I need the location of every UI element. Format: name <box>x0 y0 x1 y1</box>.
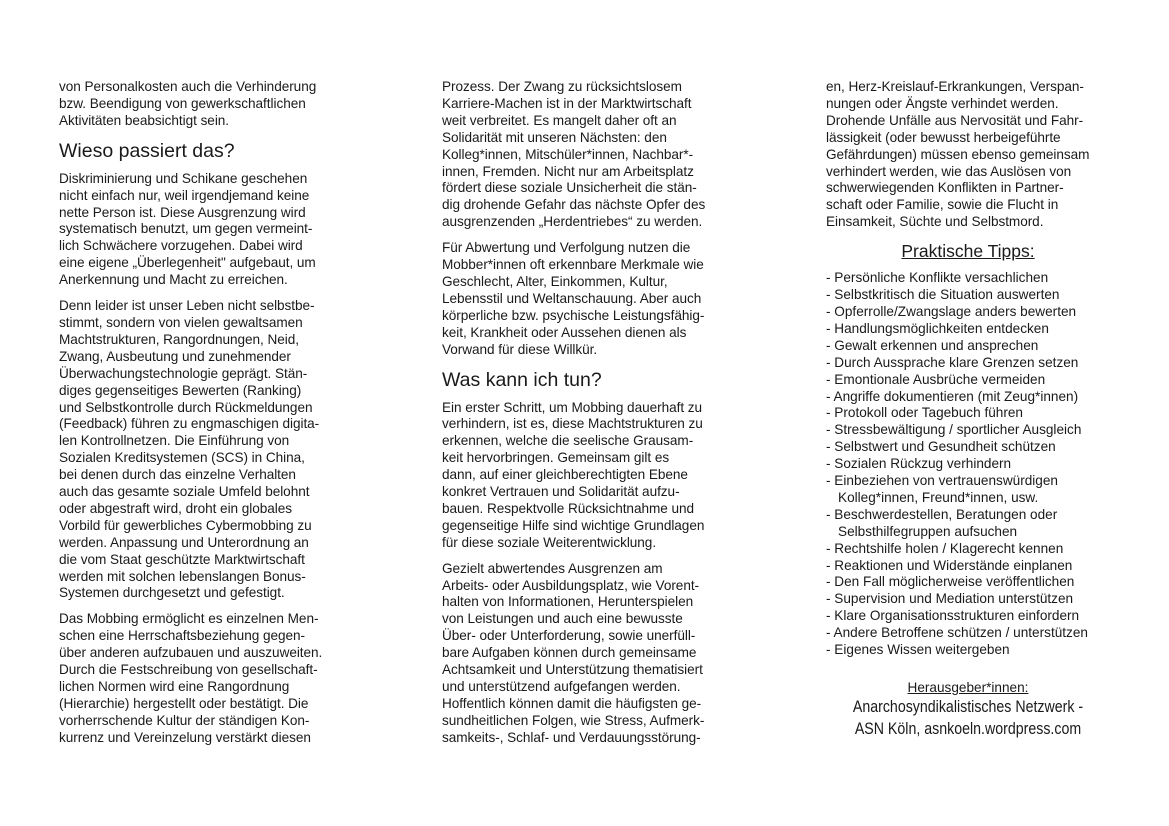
tip-text: - Supervision und Mediation unterstützen <box>826 591 1074 607</box>
paragraph <box>59 79 359 130</box>
paragraph <box>59 171 359 289</box>
tip-text: - Klare Organisationsstrukturen einfordern <box>826 608 1080 624</box>
column-1 <box>59 79 359 756</box>
tip-item <box>826 558 1126 575</box>
text-line: Über- oder Unterforderung, sowie unerfüll- <box>442 628 696 644</box>
paragraph <box>826 79 1126 231</box>
tips-heading: Praktische Tipps: <box>901 241 1035 262</box>
section-heading: Wieso passiert das? <box>59 139 235 162</box>
text-line: (Feedback) führen zu engmaschigen digita- <box>59 416 320 432</box>
tip-item <box>826 608 1126 625</box>
text-line: eine eigene „Überlegenheit" aufgebaut, um <box>59 255 316 271</box>
text-line: bei denen durch das einzelne Verhalten <box>59 467 296 483</box>
text-line: nungen oder Ängste verhindet werden. <box>826 95 1059 111</box>
publisher-contact: ASN Köln, asnkoeln.wordpress.com <box>854 720 1082 738</box>
text-line: Überwachungstechnologie geprägt. Stän- <box>59 365 308 381</box>
text-line: samkeits-, Schlaf- und Verdauungsstörung- <box>442 729 701 745</box>
text-line: erkennen, welche die seelische Grausam- <box>442 433 694 449</box>
text-line: körperliche bzw. psychische Leistungsfähig- <box>442 307 705 323</box>
tip-item <box>826 422 1126 439</box>
text-line: für diese soziale Weiterentwicklung. <box>442 534 657 550</box>
publisher-block <box>826 679 1110 740</box>
paragraph <box>442 400 742 552</box>
tips-list <box>826 270 1126 659</box>
text-line: Gefährdungen) müssen ebenso gemeinsam <box>826 146 1090 162</box>
tip-item <box>826 287 1126 304</box>
text-line: vorherrschende Kultur der ständigen Kon- <box>59 712 310 728</box>
text-line: sundheitlichen Folgen, wie Stress, Aufmerk- <box>442 712 705 728</box>
tip-text: - Einbeziehen von vertrauenswürdigen <box>826 473 1058 489</box>
tip-text: - Selbstkritisch die Situation auswerten <box>826 287 1060 303</box>
text-line: Achtsamkeit und Unterstützung thematisiert <box>442 662 703 678</box>
tip-item <box>826 541 1126 558</box>
text-line: Einsamkeit, Süchte und Selbstmord. <box>826 214 1044 230</box>
text-line: bare Aufgaben können durch gemeinsame <box>442 645 697 661</box>
tip-text-continued: Kolleg*innen, Freund*innen, usw. <box>838 489 1039 505</box>
tip-text: - Persönliche Konflikte versachlichen <box>826 270 1049 286</box>
tip-item <box>826 456 1126 473</box>
text-line: kurrenz und Vereinzelung verstärkt diesen <box>59 729 311 745</box>
tip-item <box>826 642 1126 659</box>
text-line: von Leistungen und auch eine bewusste <box>442 611 683 627</box>
tip-text: - Sozialen Rückzug verhindern <box>826 456 1012 472</box>
tip-item <box>826 405 1126 422</box>
paragraph <box>442 79 742 231</box>
text-line: schwerwiegenden Konflikten in Partner- <box>826 180 1064 196</box>
text-line: lichen Normen wird eine Rangordnung <box>59 679 290 694</box>
tip-item <box>826 355 1126 372</box>
text-line: Karriere-Machen ist in der Marktwirtschaft <box>442 95 692 111</box>
text-line: von Personalkosten auch die Verhinderung <box>59 79 317 94</box>
text-line: dann, auf einer gleichberechtigten Ebene <box>442 467 688 483</box>
text-line: die vom Staat geschützte Marktwirtschaft <box>59 551 305 567</box>
text-line: ausgrenzenden „Herdentriebes“ zu werden. <box>442 214 703 230</box>
text-line: Solidarität mit unseren Nächsten: den <box>442 129 667 145</box>
paragraph <box>442 561 742 747</box>
tip-item <box>826 372 1126 389</box>
text-line: lässigkeit (oder bewusst herbeigeführte <box>826 129 1061 145</box>
text-line: Arbeits- oder Ausbildungsplatz, wie Vorent- <box>442 577 700 593</box>
text-line: Geschlecht, Alter, Einkommen, Kultur, <box>442 273 668 289</box>
tip-text-continued: Selbsthilfegruppen aufsuchen <box>838 523 1018 539</box>
column-3 <box>826 79 1126 740</box>
tip-text: - Reaktionen und Widerstände einplanen <box>826 557 1073 573</box>
tip-text: - Handlungsmöglichkeiten entdecken <box>826 320 1049 336</box>
text-line: nicht einfach nur, weil irgendjemand keine <box>59 187 310 203</box>
text-line: bzw. Beendigung von gewerkschaftlichen <box>59 95 306 111</box>
tip-text: - Den Fall möglicherweise veröffentlichen <box>826 574 1075 590</box>
text-line: bauen. Respektvolle Rücksichtnahme und <box>442 500 695 516</box>
text-line: fördert diese soziale Unsicherheit die stän- <box>442 180 697 196</box>
text-line: Ein erster Schritt, um Mobbing dauerhaft zu <box>442 399 703 415</box>
text-line: über anderen aufzubauen und auszuweiten. <box>59 645 323 661</box>
text-line: verhindert werden, wie das Auslösen von <box>826 163 1072 179</box>
text-line: und unterstützend aufgefangen werden. <box>442 679 681 694</box>
tip-item <box>826 439 1126 456</box>
text-line: innen, Fremden. Nicht nur am Arbeitsplatz <box>442 163 694 179</box>
tip-text: - Andere Betroffene schützen / unterstützen <box>826 625 1088 641</box>
text-line: diges gegenseitiges Bewerten (Ranking) <box>59 382 302 398</box>
text-line: werden mit solchen lebenslangen Bonus- <box>59 568 306 584</box>
tip-item <box>826 574 1126 591</box>
tip-item <box>826 270 1126 287</box>
text-line: weit verbreitet. Es mangelt daher oft an <box>442 112 677 128</box>
text-line: lich Schwächere vorzugehen. Dabei wird <box>59 238 303 254</box>
paragraph <box>59 611 359 746</box>
text-line: Mobber*innen oft erkennbare Merkmale wie <box>442 257 704 273</box>
tip-item <box>826 338 1126 355</box>
text-line: nette Person ist. Diese Ausgrenzung wird <box>59 204 306 220</box>
text-line: stimmt, sondern von vielen gewaltsamen <box>59 314 303 330</box>
text-line: keit, Krankheit oder Aussehen dienen als <box>442 324 687 340</box>
text-line: Vorwand für diese Willkür. <box>442 341 598 357</box>
tip-item <box>826 625 1126 642</box>
text-line: systematisch benutzt, um gegen vermeint- <box>59 221 313 237</box>
text-line: Diskriminierung und Schikane geschehen <box>59 170 308 186</box>
tip-text: - Opferrolle/Zwangslage anders bewerten <box>826 303 1077 319</box>
text-line: Prozess. Der Zwang zu rücksichtslosem <box>442 79 682 94</box>
tip-text: - Angriffe dokumentieren (mit Zeug*innen) <box>826 388 1079 404</box>
text-line: (Hierarchie) hergestellt oder bestätigt. Die <box>59 695 309 711</box>
text-line: en, Herz-Kreislauf-Erkrankungen, Verspan- <box>826 79 1084 94</box>
text-line: keit hervorbringen. Gemeinsam gilt es <box>442 450 670 466</box>
text-line: Sozialen Kreditsystemen (SCS) in China, <box>59 450 305 466</box>
text-line: Vorbild für gewerbliches Cybermobbing zu <box>59 517 312 533</box>
text-line: werden. Anpassung und Unterordnung an <box>59 534 309 550</box>
text-line: Drohende Unfälle aus Nervosität und Fahr- <box>826 112 1084 128</box>
text-line: gegenseitige Hilfe sind wichtige Grundlagen <box>442 517 705 533</box>
tip-text: - Eigenes Wissen weitergeben <box>826 642 1010 658</box>
text-line: und Selbstkontrolle durch Rückmeldungen <box>59 399 313 415</box>
paragraph <box>59 298 359 602</box>
tip-item <box>826 591 1126 608</box>
column-3-body <box>826 79 1126 231</box>
text-line: konkret Vertrauen und Solidarität aufzu- <box>442 484 680 500</box>
text-line: auch das gesamte soziale Umfeld belohnt <box>59 484 310 500</box>
text-line: halten von Informationen, Herunterspielen <box>442 594 694 610</box>
text-line: Kolleg*innen, Mitschüler*innen, Nachbar*- <box>442 146 694 162</box>
text-line: schen eine Herrschaftsbeziehung gegen- <box>59 628 305 644</box>
text-line: Das Mobbing ermöglicht es einzelnen Men- <box>59 611 319 627</box>
publisher-label: Herausgeber*innen: <box>907 680 1029 695</box>
text-line: Durch die Festschreibung von gesellschaft- <box>59 662 318 678</box>
section-heading: Was kann ich tun? <box>442 368 602 391</box>
column-2 <box>442 79 742 756</box>
text-line: dig drohende Gefahr das nächste Opfer des <box>442 197 706 213</box>
tip-item <box>826 321 1126 338</box>
text-line: Systemen durchgesetzt und gefestigt. <box>59 585 285 601</box>
text-line: Anerkennung und Macht zu erreichen. <box>59 272 288 288</box>
text-line: Gezielt abwertendes Ausgrenzen am <box>442 560 663 576</box>
text-line: oder abgestraft wird, droht ein globales <box>59 500 293 516</box>
tip-text: - Gewalt erkennen und ansprechen <box>826 337 1039 353</box>
tip-item <box>826 389 1126 406</box>
text-line: Denn leider ist unser Leben nicht selbstbe- <box>59 298 315 314</box>
tip-text: - Stressbewältigung / sportlicher Ausgleich <box>826 422 1082 438</box>
tip-text: - Emontionale Ausbrüche vermeiden <box>826 371 1046 387</box>
tip-text: - Protokoll oder Tagebuch führen <box>826 405 1023 421</box>
text-line: Für Abwertung und Verfolgung nutzen die <box>442 240 691 256</box>
paragraph <box>442 240 742 358</box>
text-line: schaft oder Familie, sowie die Flucht in <box>826 197 1059 213</box>
tip-text: - Durch Aussprache klare Grenzen setzen <box>826 354 1079 370</box>
tip-item <box>826 304 1126 321</box>
text-line: Aktivitäten beabsichtigt sein. <box>59 112 230 128</box>
publisher-name: Anarchosyndikalistisches Netzwerk - <box>852 698 1084 716</box>
text-line: Hoffentlich können damit die häufigsten ge- <box>442 695 702 711</box>
text-line: Zwang, Ausbeutung und zunehmender <box>59 348 291 364</box>
tip-text: - Rechtshilfe holen / Klagerecht kennen <box>826 540 1064 556</box>
text-line: verhindern, ist es, diese Machtstrukturen zu <box>442 416 703 432</box>
tip-text: - Beschwerdestellen, Beratungen oder <box>826 506 1058 522</box>
tip-item <box>826 473 1126 507</box>
text-line: len Kontrollnetzen. Die Einführung von <box>59 433 290 449</box>
tip-item <box>826 507 1126 541</box>
text-line: Lebensstil und Weltanschauung. Aber auch <box>442 290 702 306</box>
tip-text: - Selbstwert und Gesundheit schützen <box>826 439 1056 455</box>
text-line: Machtstrukturen, Rangordnungen, Neid, <box>59 331 299 347</box>
